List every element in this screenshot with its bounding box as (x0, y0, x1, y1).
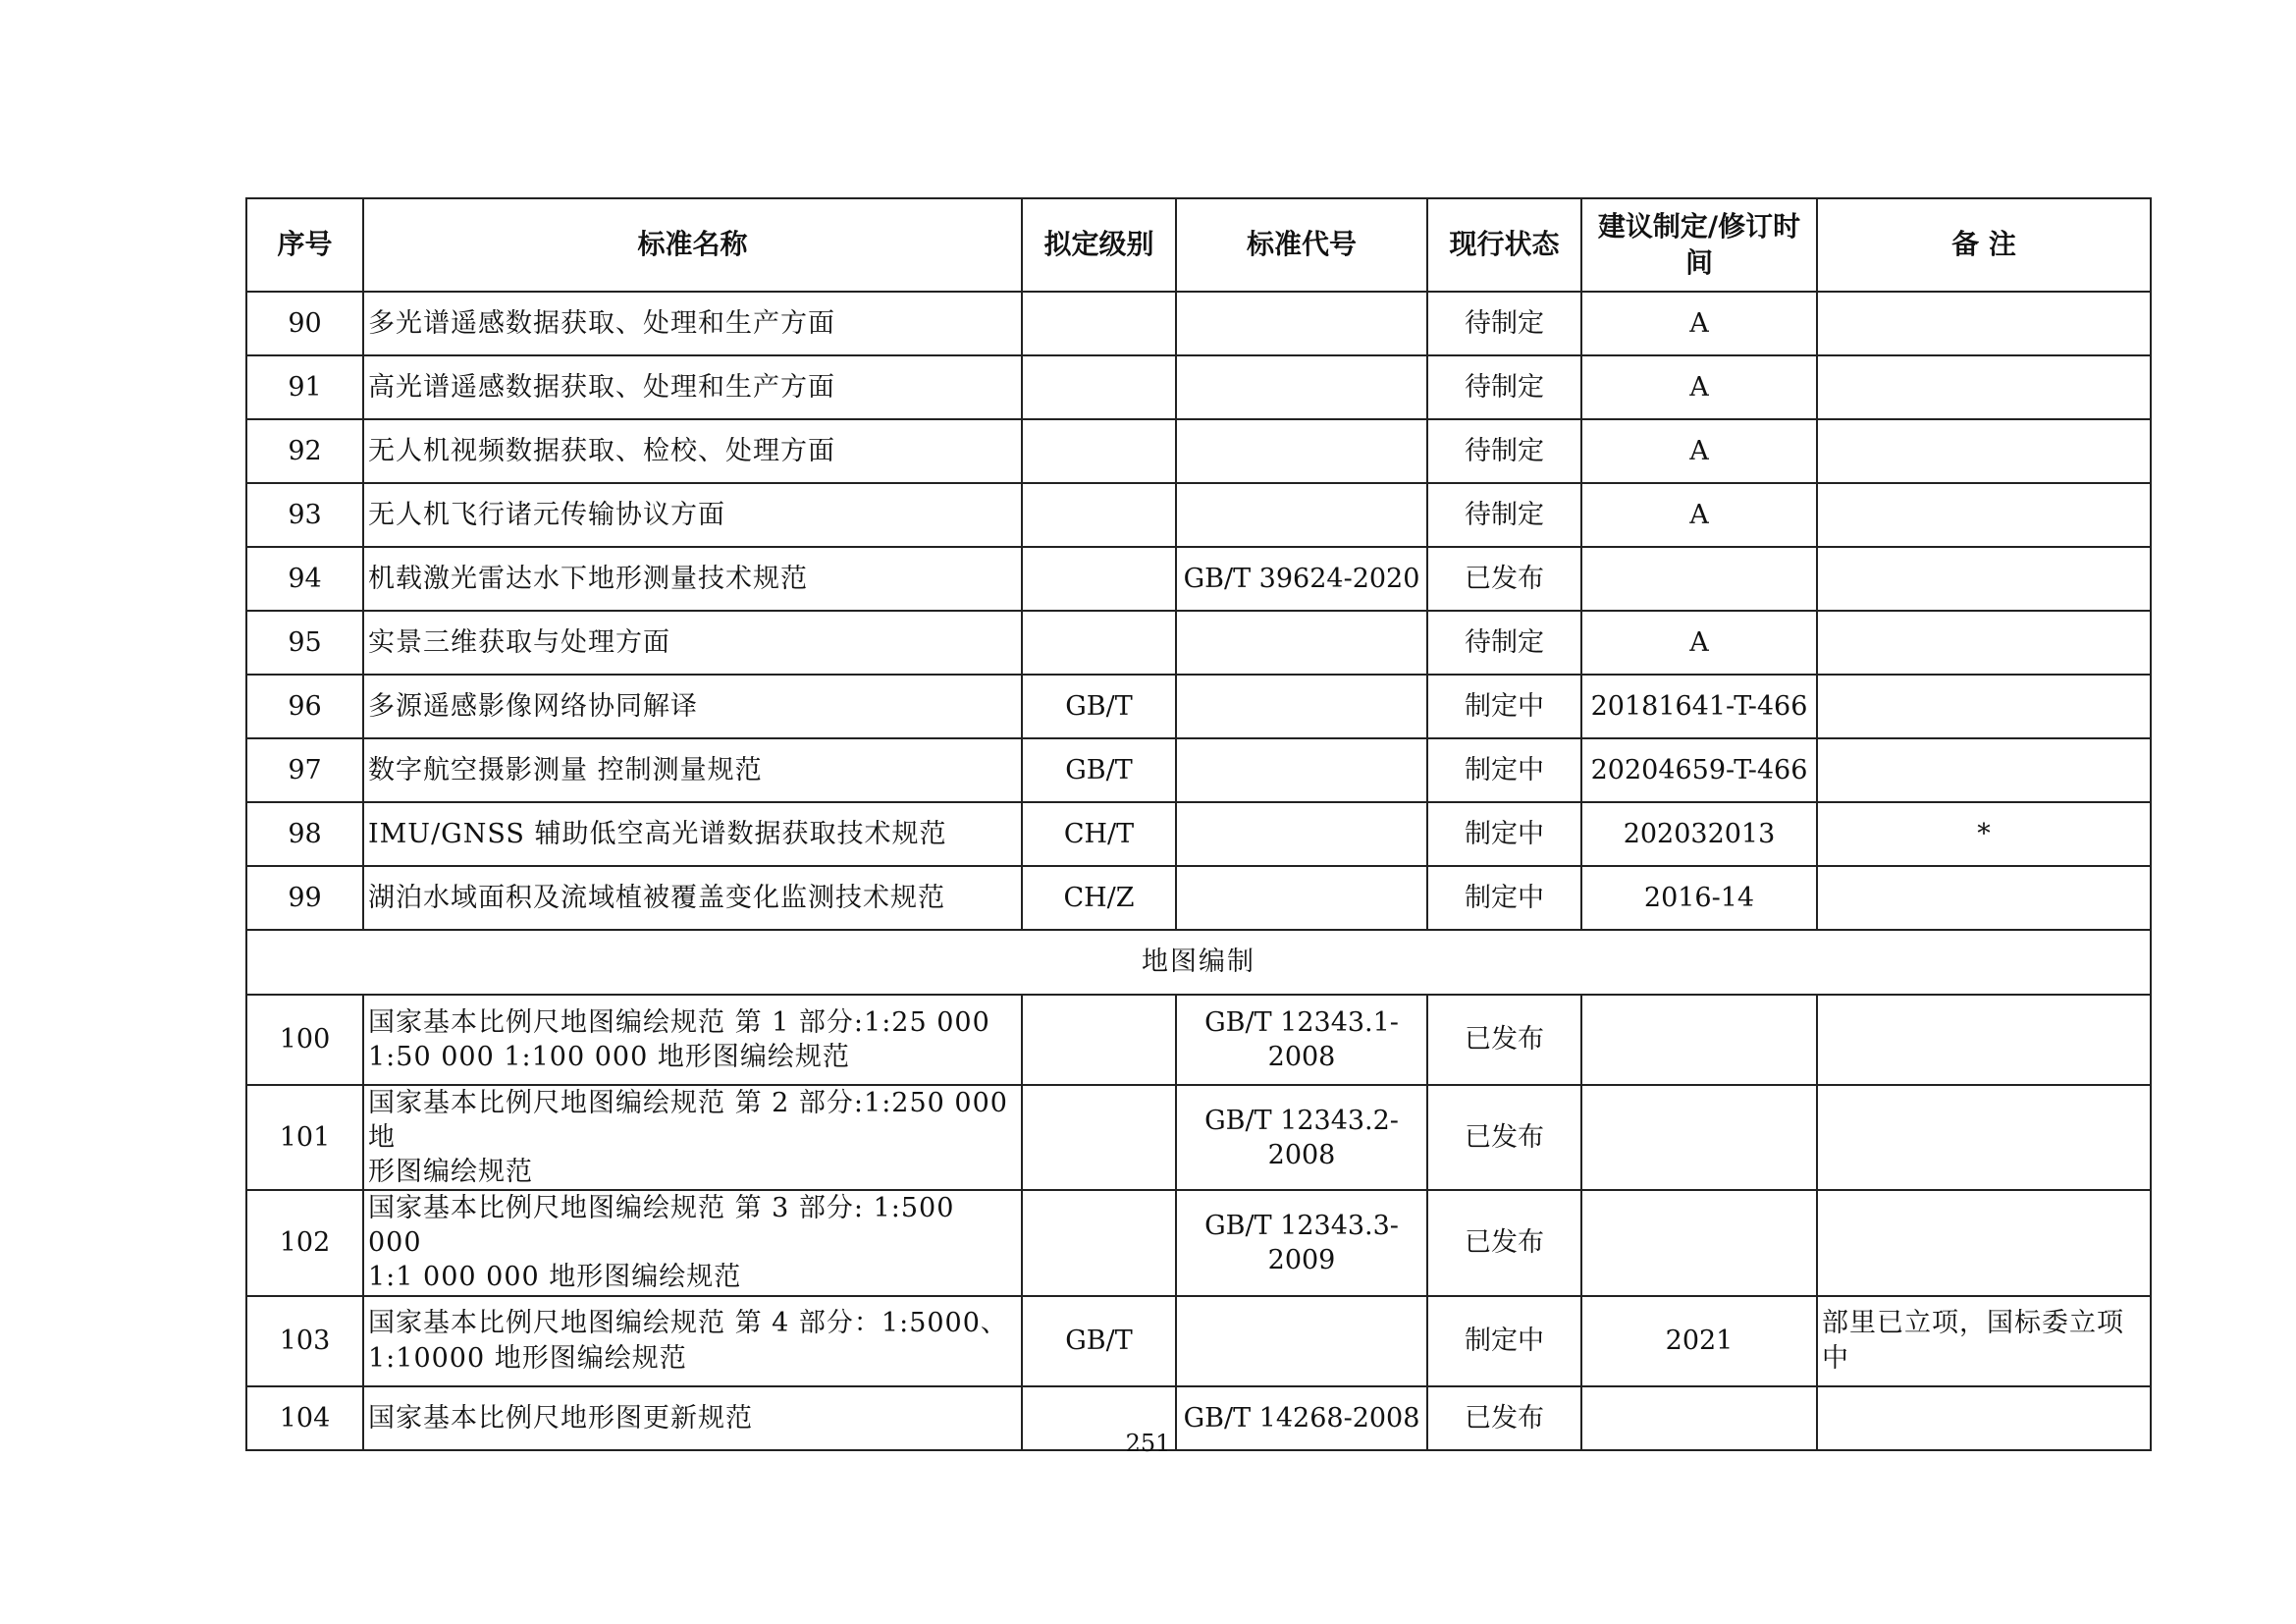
cell-status: 已发布 (1427, 995, 1581, 1085)
cell-status: 已发布 (1427, 1085, 1581, 1190)
cell-note (1817, 866, 2151, 930)
cell-level: GB/T (1022, 675, 1176, 738)
cell-status: 制定中 (1427, 738, 1581, 802)
cell-level (1022, 995, 1176, 1085)
cell-no: 103 (246, 1296, 363, 1386)
cell-name: 实景三维获取与处理方面 (363, 611, 1022, 675)
cell-name: 多源遥感影像网络协同解译 (363, 675, 1022, 738)
cell-time: A (1581, 419, 1817, 483)
cell-note: * (1817, 802, 2151, 866)
cell-name-line-2: 1:1 000 000 地形图编绘规范 (368, 1262, 742, 1293)
table-row (246, 611, 2151, 675)
cell-level (1022, 419, 1176, 483)
cell-level (1022, 611, 1176, 675)
cell-name (363, 1190, 1022, 1295)
cell-code: GB/T 12343.1-2008 (1176, 995, 1427, 1085)
cell-note (1817, 675, 2151, 738)
cell-name-line-2: 1:50 000 1:100 000 地形图编绘规范 (368, 1042, 850, 1072)
cell-no: 96 (246, 675, 363, 738)
page-number: 251 (1125, 1430, 1171, 1457)
cell-name-line-2: 形图编绘规范 (368, 1157, 533, 1188)
cell-note (1817, 292, 2151, 355)
cell-code (1176, 1296, 1427, 1386)
table-row (246, 292, 2151, 355)
cell-status: 待制定 (1427, 355, 1581, 419)
cell-level: CH/T (1022, 802, 1176, 866)
cell-no: 98 (246, 802, 363, 866)
cell-note (1817, 611, 2151, 675)
table-row (246, 1296, 2151, 1386)
cell-status: 已发布 (1427, 1190, 1581, 1295)
cell-code: GB/T 12343.3-2009 (1176, 1190, 1427, 1295)
cell-time: 2021 (1581, 1296, 1817, 1386)
cell-status: 待制定 (1427, 419, 1581, 483)
cell-level: GB/T (1022, 1296, 1176, 1386)
cell-code (1176, 611, 1427, 675)
cell-level (1022, 1085, 1176, 1190)
cell-name (363, 1296, 1022, 1386)
cell-time: A (1581, 483, 1817, 547)
section-title: 地图编制 (246, 930, 2151, 995)
cell-name: 高光谱遥感数据获取、处理和生产方面 (363, 355, 1022, 419)
cell-status: 制定中 (1427, 866, 1581, 930)
table-row (246, 866, 2151, 930)
cell-code: GB/T 12343.2-2008 (1176, 1085, 1427, 1190)
cell-note (1817, 483, 2151, 547)
cell-no: 100 (246, 995, 363, 1085)
cell-code (1176, 802, 1427, 866)
cell-name (363, 1085, 1022, 1190)
cell-level: GB/T (1022, 738, 1176, 802)
cell-time (1581, 1085, 1817, 1190)
table-row (246, 675, 2151, 738)
cell-code (1176, 866, 1427, 930)
cell-level (1022, 1190, 1176, 1295)
cell-code (1176, 738, 1427, 802)
table-header-row (246, 198, 2151, 292)
cell-time (1581, 1190, 1817, 1295)
cell-status: 待制定 (1427, 483, 1581, 547)
header-code: 标准代号 (1176, 198, 1427, 292)
cell-note (1817, 1085, 2151, 1190)
table-row (246, 802, 2151, 866)
cell-status: 已发布 (1427, 1386, 1581, 1450)
cell-note (1817, 419, 2151, 483)
cell-name: 无人机飞行诸元传输协议方面 (363, 483, 1022, 547)
cell-level (1022, 483, 1176, 547)
cell-time: 20204659-T-466 (1581, 738, 1817, 802)
cell-no: 102 (246, 1190, 363, 1295)
cell-code: GB/T 39624-2020 (1176, 547, 1427, 611)
cell-code (1176, 292, 1427, 355)
cell-note (1817, 547, 2151, 611)
cell-code (1176, 675, 1427, 738)
header-time: 建议制定/修订时间 (1581, 198, 1817, 292)
cell-name: 无人机视频数据获取、检校、处理方面 (363, 419, 1022, 483)
cell-note (1817, 355, 2151, 419)
table-row (246, 995, 2151, 1085)
cell-level (1022, 355, 1176, 419)
cell-level (1022, 292, 1176, 355)
cell-name-line-1: 国家基本比例尺地图编绘规范 第 2 部分:1:250 000 地 (368, 1088, 1008, 1154)
cell-name-line-2: 1:10000 地形图编绘规范 (368, 1342, 687, 1374)
cell-status: 已发布 (1427, 547, 1581, 611)
cell-note (1817, 1190, 2151, 1295)
table-row (246, 419, 2151, 483)
header-no: 序号 (246, 198, 363, 292)
cell-name: 多光谱遥感数据获取、处理和生产方面 (363, 292, 1022, 355)
cell-status: 制定中 (1427, 675, 1581, 738)
cell-time (1581, 995, 1817, 1085)
standards-table (245, 197, 2152, 1451)
table-row (246, 1190, 2151, 1295)
cell-time: A (1581, 611, 1817, 675)
cell-no: 92 (246, 419, 363, 483)
cell-no: 101 (246, 1085, 363, 1190)
cell-time: A (1581, 292, 1817, 355)
cell-name (363, 995, 1022, 1085)
cell-note (1817, 995, 2151, 1085)
cell-note (1817, 1296, 2151, 1386)
cell-name: 数字航空摄影测量 控制测量规范 (363, 738, 1022, 802)
cell-name-line-1: 国家基本比例尺地图编绘规范 第 1 部分:1:25 000 (368, 1006, 990, 1038)
table-row (246, 483, 2151, 547)
cell-time: 2016-14 (1581, 866, 1817, 930)
cell-no: 104 (246, 1386, 363, 1450)
cell-name: IMU/GNSS 辅助低空高光谱数据获取技术规范 (363, 802, 1022, 866)
header-status: 现行状态 (1427, 198, 1581, 292)
table-row (246, 547, 2151, 611)
cell-name: 湖泊水域面积及流域植被覆盖变化监测技术规范 (363, 866, 1022, 930)
header-level: 拟定级别 (1022, 198, 1176, 292)
cell-note (1817, 738, 2151, 802)
cell-no: 91 (246, 355, 363, 419)
table-row (246, 738, 2151, 802)
cell-code (1176, 483, 1427, 547)
cell-no: 94 (246, 547, 363, 611)
cell-note-line-1: 部里已立项，国标委立项 (1822, 1308, 2124, 1339)
cell-name-line-1: 国家基本比例尺地图编绘规范 第 3 部分: 1:500 000 (368, 1193, 955, 1259)
table-row (246, 1085, 2151, 1190)
cell-name-line-1: 国家基本比例尺地图编绘规范 第 4 部分：1:5000、 (368, 1308, 1008, 1339)
cell-no: 93 (246, 483, 363, 547)
cell-time: A (1581, 355, 1817, 419)
cell-status: 制定中 (1427, 802, 1581, 866)
cell-no: 90 (246, 292, 363, 355)
cell-time (1581, 547, 1817, 611)
header-note: 备 注 (1817, 198, 2151, 292)
cell-no: 99 (246, 866, 363, 930)
cell-name: 机载激光雷达水下地形测量技术规范 (363, 547, 1022, 611)
cell-time: 20181641-T-466 (1581, 675, 1817, 738)
cell-level: CH/Z (1022, 866, 1176, 930)
cell-code: GB/T 14268-2008 (1176, 1386, 1427, 1450)
header-name: 标准名称 (363, 198, 1022, 292)
table-row (246, 355, 2151, 419)
cell-no: 97 (246, 738, 363, 802)
cell-code (1176, 419, 1427, 483)
cell-no: 95 (246, 611, 363, 675)
cell-code (1176, 355, 1427, 419)
cell-status: 制定中 (1427, 1296, 1581, 1386)
cell-note-line-2: 中 (1822, 1342, 1849, 1374)
cell-level (1022, 547, 1176, 611)
cell-status: 待制定 (1427, 611, 1581, 675)
cell-name: 国家基本比例尺地形图更新规范 (363, 1386, 1022, 1450)
section-row (246, 930, 2151, 995)
cell-status: 待制定 (1427, 292, 1581, 355)
cell-time: 202032013 (1581, 802, 1817, 866)
